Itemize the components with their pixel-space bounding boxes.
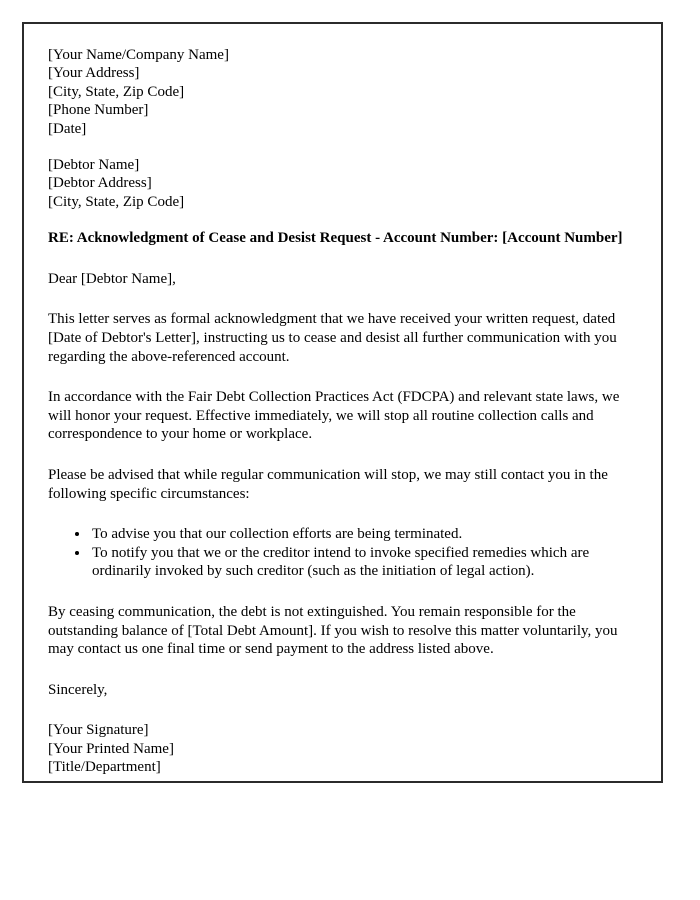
salutation: Dear [Debtor Name],: [48, 270, 176, 287]
sender-address-line: [Date]: [48, 120, 87, 137]
signature-block: [48, 721, 640, 776]
sender-address-line: [Your Name/Company Name]: [48, 47, 229, 63]
list-item: • To advise you that our collection efforts are being terminated.: [90, 525, 640, 544]
recipient-address-line: [Debtor Address]: [48, 175, 152, 192]
exceptions-bullet-list: [48, 525, 640, 581]
letter-content: [48, 46, 640, 777]
sender-address-block: [48, 46, 640, 138]
list-item: • To notify you that we or the creditor intend to invoke specified remedies which are ordinarily invoked by such creditor (such as the initiation of legal action).: [90, 544, 640, 581]
signature-line: [Title/Department]: [48, 759, 161, 776]
body-paragraph: This letter serves as formal acknowledgment that we have received your written request, dated [Date of Debtor's Letter], instructing us to cease and desist all further communication with you regarding the above-referenced account.: [48, 311, 617, 365]
sender-address-line: [Your Address]: [48, 65, 140, 82]
closing-paragraph: By ceasing communication, the debt is not extinguished. You remain responsible for the outstanding balance of [Total Debt Amount]. If you wish to resolve this matter voluntarily, you may contact us one final time or send payment to the address listed above.: [48, 603, 618, 658]
sign-off: Sincerely,: [48, 681, 108, 698]
recipient-address-line: [City, State, Zip Code]: [48, 193, 185, 210]
body-paragraph: In accordance with the Fair Debt Collection Practices Act (FDCPA) and relevant state laws, we will honor your request. Effective immediately, we will stop all routine collection calls and correspondence to your home or workplace.: [48, 389, 620, 443]
letter-page-frame: [22, 22, 663, 783]
subject-line: RE: Acknowledgment of Cease and Desist Request - Account Number: [Account Number]: [48, 230, 623, 247]
body-paragraph: Please be advised that while regular communication will stop, we may still contact you in the following specific circumstances:: [48, 467, 608, 502]
sender-address-line: [City, State, Zip Code]: [48, 83, 185, 100]
recipient-address-line: [Debtor Name]: [48, 157, 140, 174]
signature-line: [Your Signature]: [48, 722, 149, 739]
sender-address-line: [Phone Number]: [48, 102, 149, 119]
signature-line: [Your Printed Name]: [48, 740, 174, 757]
recipient-address-block: [48, 156, 640, 211]
